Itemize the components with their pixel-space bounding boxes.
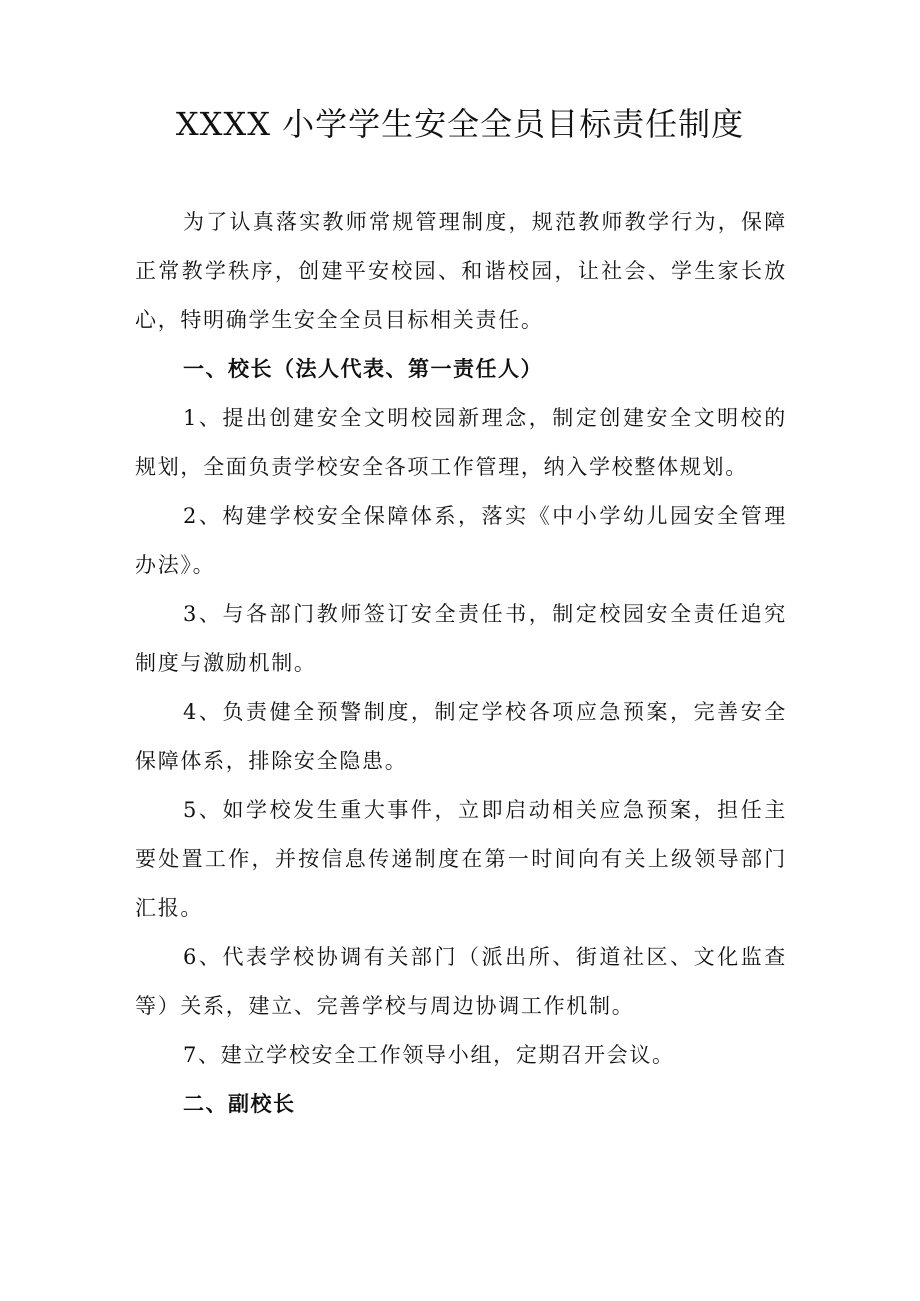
principal-duty-3: 3、与各部门教师签订安全责任书，制定校园安全责任追究制度与激励机制。 [135, 602, 787, 675]
principal-duty-1: 1、提出创建安全文明校园新理念，制定创建安全文明校的规划，全面负责学校安全各项工作管理，纳入学校整体规划。 [135, 406, 787, 479]
principal-duty-7: 7、建立学校安全工作领导小组，定期召开会议。 [183, 1043, 675, 1067]
section-heading-vice-principal: 二、副校长 [183, 1092, 296, 1116]
principal-duty-5: 5、如学校发生重大事件，立即启动相关应急预案，担任主要处置工作，并按信息传递制度在第一时间向有关上级领导部门汇报。 [135, 798, 787, 920]
principal-duty-2: 2、构建学校安全保障体系，落实《中小学幼儿园安全管理办法》。 [135, 504, 787, 577]
document-body [135, 198, 787, 1129]
document-title: XXXX 小学学生安全全员目标责任制度 [175, 105, 745, 143]
intro-paragraph: 为了认真落实教师常规管理制度，规范教师教学行为，保障正常教学秩序，创建平安校园、和谐校园，让社会、学生家长放心，特明确学生安全全员目标相关责任。 [135, 210, 787, 332]
section-heading-principal: 一、校长（法人代表、第一责任人） [183, 357, 543, 381]
principal-duty-6: 6、代表学校协调有关部门（派出所、街道社区、文化监查等）关系，建立、完善学校与周边协调工作机制。 [135, 945, 787, 1018]
principal-duty-4: 4、负责健全预警制度，制定学校各项应急预案，完善安全保障体系，排除安全隐患。 [135, 700, 787, 773]
